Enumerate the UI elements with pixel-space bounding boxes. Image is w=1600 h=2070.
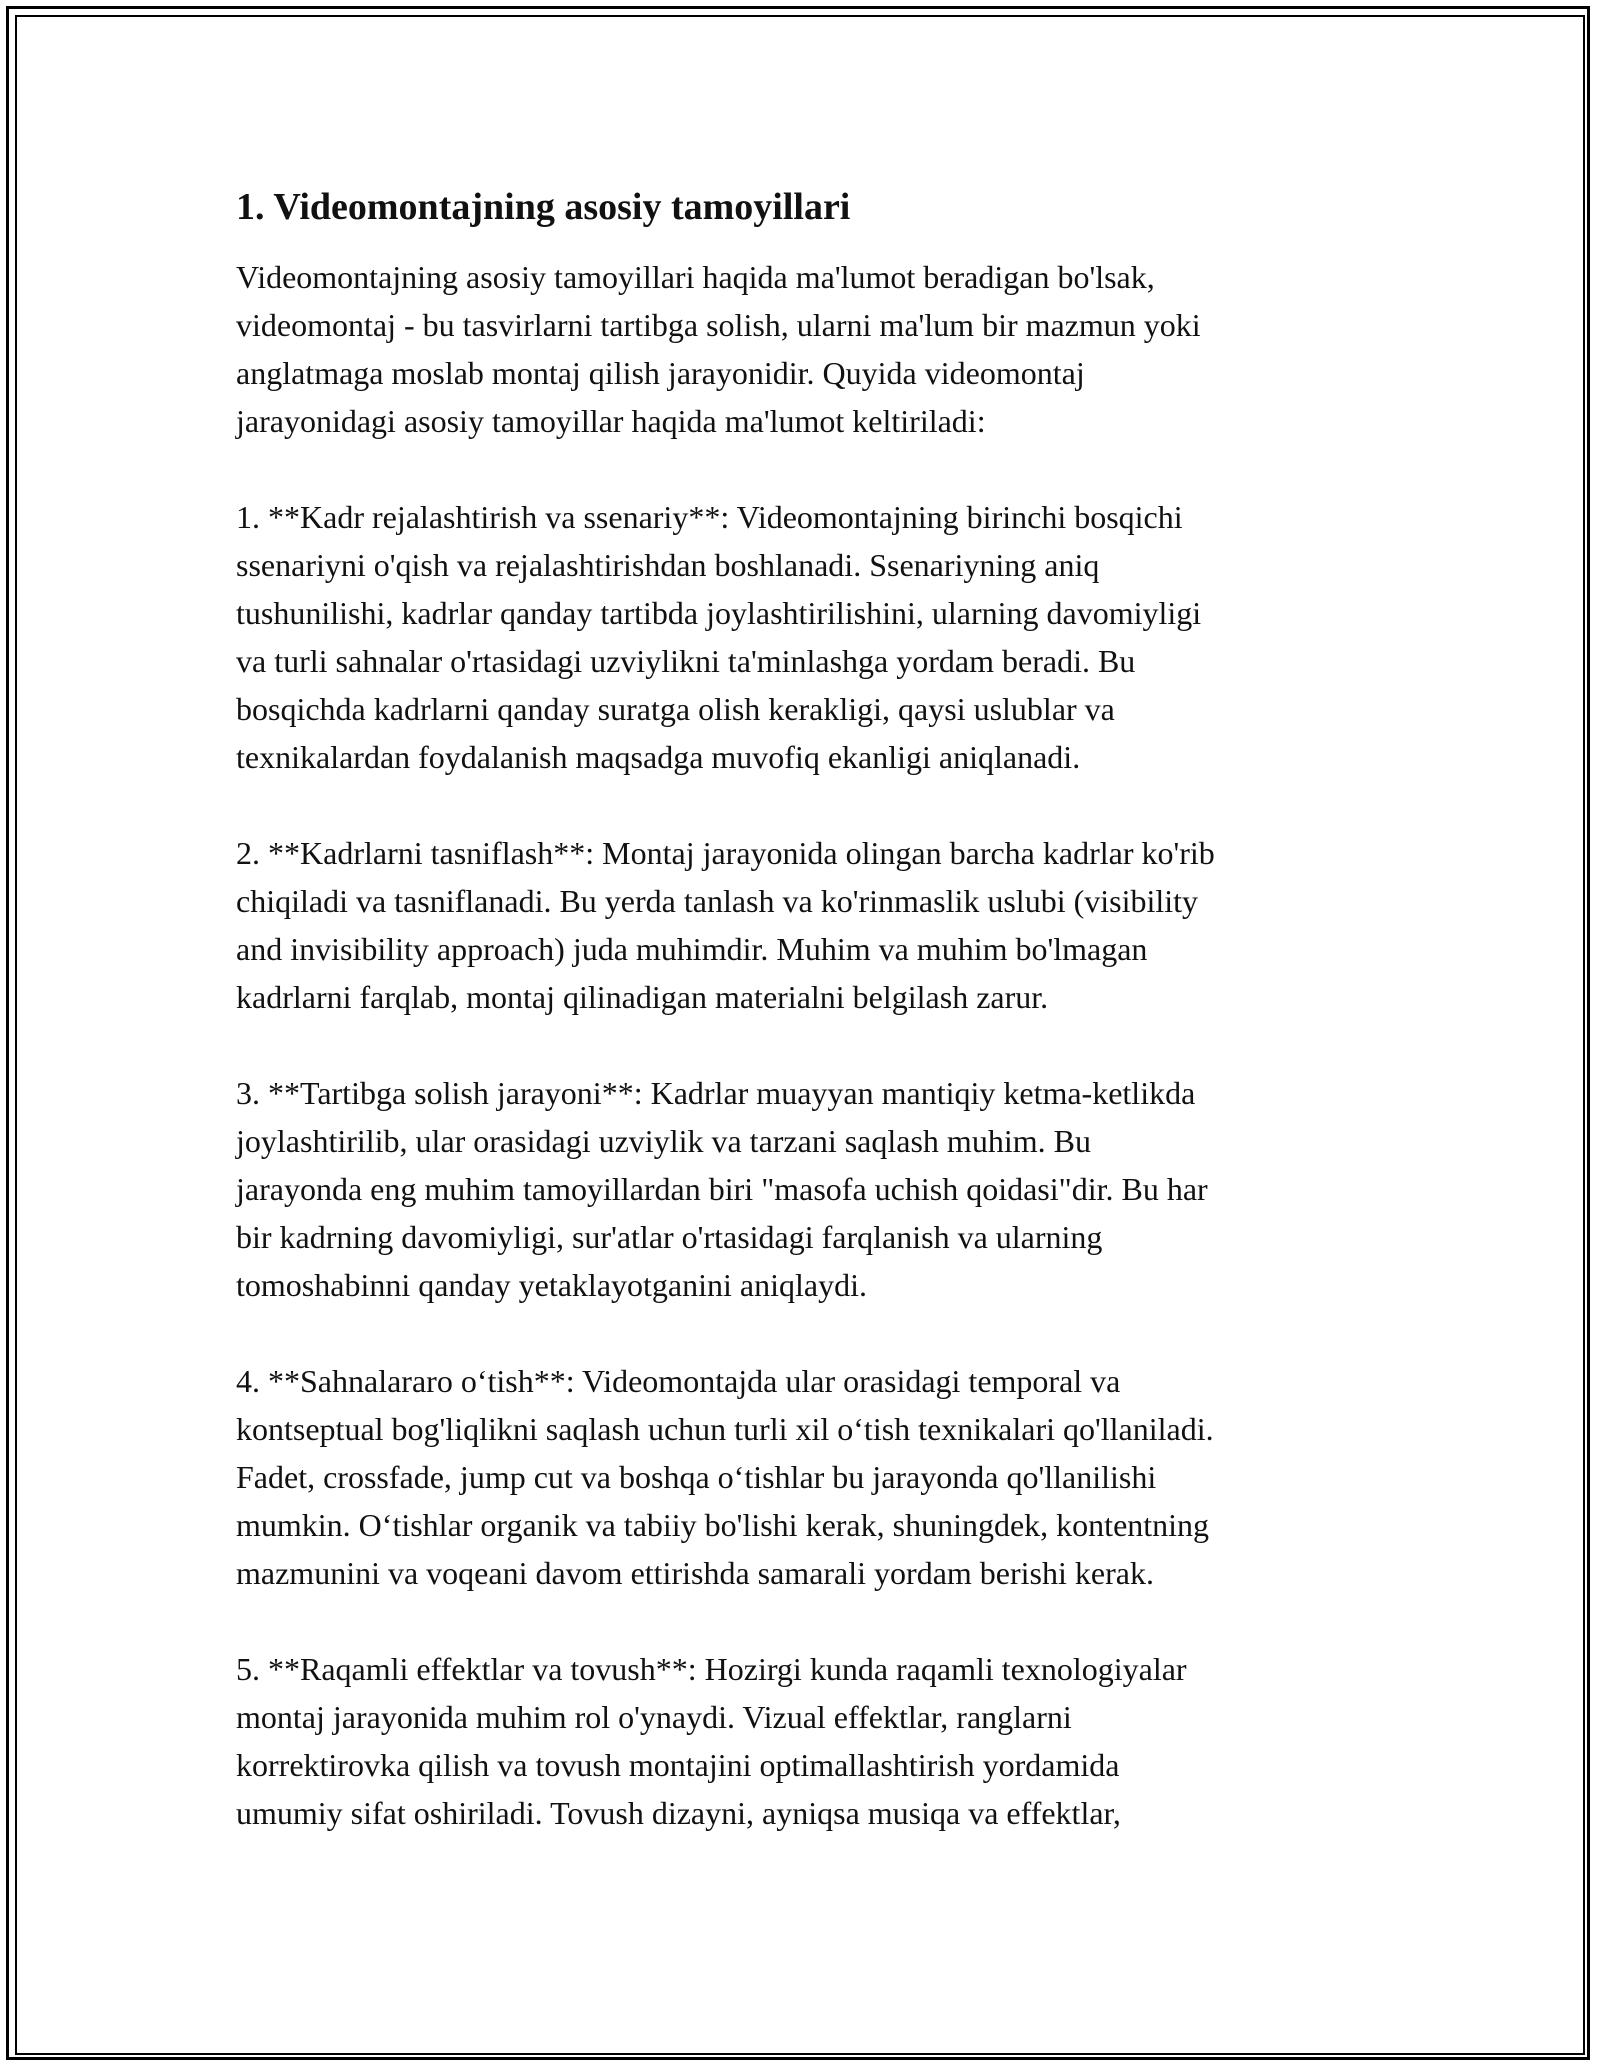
paragraph-line: jarayonidagi asosiy tamoyillar haqida ma'lumot keltiriladi: <box>236 403 986 439</box>
paragraph-line: bosqichda kadrlarni qanday suratga olish kerakligi, qaysi uslublar va <box>236 691 1115 727</box>
section-1-paragraph <box>236 493 1376 781</box>
section-4-paragraph <box>236 1357 1376 1597</box>
paragraph-line: korrektirovka qilish va tovush montajini optimallashtirish yordamida <box>236 1747 1120 1783</box>
section-3-paragraph <box>236 1069 1376 1309</box>
paragraph-line: mumkin. O‘tishlar organik va tabiiy bo'lishi kerak, shuningdek, kontentning <box>236 1507 1210 1543</box>
paragraph-line: joylashtirilib, ular orasidagi uzviylik va tarzani saqlash muhim. Bu <box>236 1123 1091 1159</box>
document-body <box>236 183 1376 1885</box>
paragraph-line: texnikalardan foydalanish maqsadga muvofiq ekanligi aniqlanadi. <box>236 739 1081 775</box>
paragraph-line: kadrlarni farqlab, montaj qilinadigan materialni belgilash zarur. <box>236 979 1049 1015</box>
paragraph-line: chiqiladi va tasniflanadi. Bu yerda tanlash va ko'rinmaslik uslubi (visibility <box>236 883 1199 919</box>
paragraph-line: mazmunini va voqeani davom ettirishda samarali yordam berishi kerak. <box>236 1555 1154 1591</box>
section-5-paragraph <box>236 1645 1376 1837</box>
paragraph-line: va turli sahnalar o'rtasidagi uzviylikni ta'minlashga yordam beradi. Bu <box>236 643 1136 679</box>
paragraph-line: 5. **Raqamli effektlar va tovush**: Hozirgi kunda raqamli texnologiyalar <box>236 1651 1187 1687</box>
paragraph-line: tushunilishi, kadrlar qanday tartibda joylashtirilishini, ularning davomiyligi <box>236 595 1202 631</box>
paragraph-line: Videomontajning asosiy tamoyillari haqida ma'lumot beradigan bo'lsak, <box>236 259 1155 295</box>
paragraph-line: 4. **Sahnalararo o‘tish**: Videomontajda ular orasidagi temporal va <box>236 1363 1121 1399</box>
paragraph-line: tomoshabinni qanday yetaklayotganini aniqlaydi. <box>236 1267 867 1303</box>
paragraph-line: videomontaj - bu tasvirlarni tartibga solish, ularni ma'lum bir mazmun yoki <box>236 307 1201 343</box>
paragraph-line: and invisibility approach) juda muhimdir. Muhim va muhim bo'lmagan <box>236 931 1148 967</box>
paragraph-line: kontseptual bog'liqlikni saqlash uchun turli xil o‘tish texnikalari qo'llaniladi. <box>236 1411 1214 1447</box>
paragraph-line: montaj jarayonida muhim rol o'ynaydi. Vizual effektlar, ranglarni <box>236 1699 1072 1735</box>
paragraph-line: 2. **Kadrlarni tasniflash**: Montaj jarayonida olingan barcha kadrlar ko'rib <box>236 835 1215 871</box>
paragraph-line: ssenariyni o'qish va rejalashtirishdan boshlanadi. Ssenariyning aniq <box>236 547 1100 583</box>
paragraph-line: umumiy sifat oshiriladi. Tovush dizayni, ayniqsa musiqa va effektlar, <box>236 1795 1121 1831</box>
section-2-paragraph <box>236 829 1376 1021</box>
paragraph-line: bir kadrning davomiyligi, sur'atlar o'rtasidagi farqlanish va ularning <box>236 1219 1103 1255</box>
intro-paragraph <box>236 253 1376 445</box>
document-title: 1. Videomontajning asosiy tamoyillari <box>236 186 851 228</box>
paragraph-line: anglatmaga moslab montaj qilish jarayonidir. Quyida videomontaj <box>236 355 1085 391</box>
paragraph-line: Fadet, crossfade, jump cut va boshqa o‘tishlar bu jarayonda qo'llanilishi <box>236 1459 1157 1495</box>
paragraph-line: jarayonda eng muhim tamoyillardan biri "masofa uchish qoidasi"dir. Bu har <box>236 1171 1208 1207</box>
paragraph-line: 1. **Kadr rejalashtirish va ssenariy**: Videomontajning birinchi bosqichi <box>236 499 1183 535</box>
paragraph-line: 3. **Tartibga solish jarayoni**: Kadrlar muayyan mantiqiy ketma-ketlikda <box>236 1075 1196 1111</box>
